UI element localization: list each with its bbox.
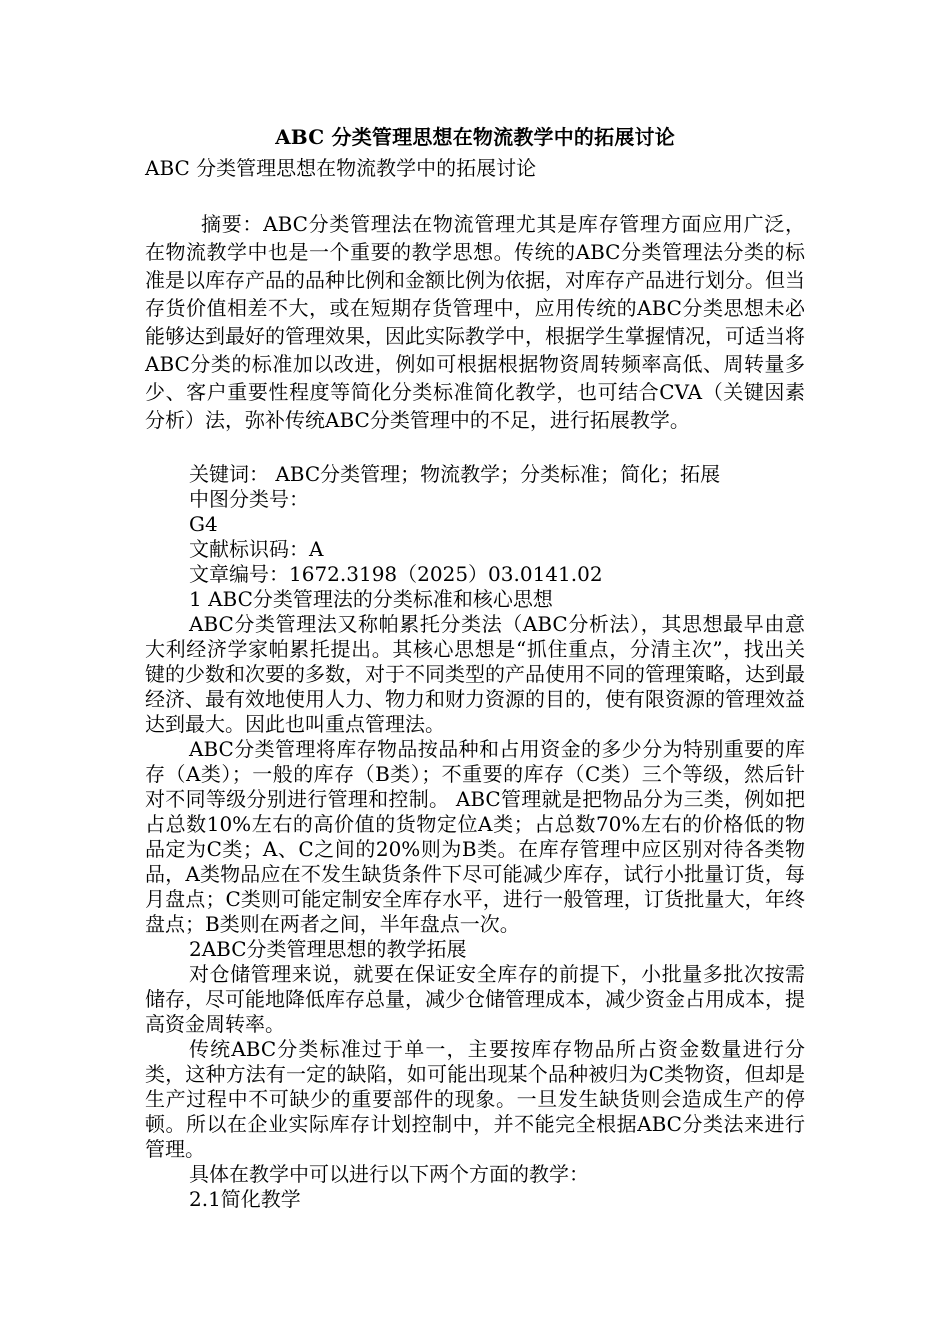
document-code: 文献标识码：A xyxy=(189,537,324,561)
clc-label: 中图分类号： xyxy=(189,487,309,511)
section-2-paragraph-3: 具体在教学中可以进行以下两个方面的教学： xyxy=(189,1162,589,1186)
section-1-paragraph-1: ABC分类管理法又称帕累托分类法（ABC分析法），其思想最早由意大利经济学家帕累托提出。其核心思想是“抓住重点，分清主次”，找出关键的少数和次要的多数，对于不同类型的产品使用不同的管理策略，达到最经济、最有效地使用人力、物力和财力资源的目的，使有限资源的管理效益达到最大。因此也叫重点管理法。 xyxy=(145,612,805,736)
section-2-1-heading: 2.1简化教学 xyxy=(189,1187,301,1211)
section-2-paragraph-2: 传统ABC分类标准过于单一，主要按库存物品所占资金数量进行分类，这种方法有一定的缺陷，如可能出现某个品种被归为C类物资，但却是生产过程中不可缺少的重要部件的现象。一旦发生缺货则会造成生产的停顿。所以在企业实际库存计划控制中，并不能完全根据ABC分类法来进行管理。 xyxy=(145,1037,805,1161)
clc-value: G4 xyxy=(189,512,218,536)
section-1-heading: 1 ABC分类管理法的分类标准和核心思想 xyxy=(189,587,553,611)
document-subtitle: ABC 分类管理思想在物流教学中的拓展讨论 xyxy=(145,156,537,180)
document-body xyxy=(145,120,805,1212)
section-2-paragraph-1: 对仓储管理来说，就要在保证安全库存的前提下，小批量多批次按需储存，尽可能地降低库存总量，减少仓储管理成本，减少资金占用成本，提高资金周转率。 xyxy=(145,962,805,1036)
section-2-heading: 2ABC分类管理思想的教学拓展 xyxy=(189,937,467,961)
section-1-paragraph-2: ABC分类管理将库存物品按品种和占用资金的多少分为特别重要的库存（A类）；一般的库存（B类）；不重要的库存（C类）三个等级，然后针对不同等级分别进行管理和控制。 ABC管理就是把物品分为三类，例如把占总数10%左右的高价值的货物定位A类；占总数70%左右的价格低的物品定为C类；A、C之间的20%则为B类。在库存管理中应区别对待各类物品，A类物品应在不发生缺货条件下尽可能减少库存，试行小批量订货，每月盘点；C类则可能定制安全库存水平，进行一般管理，订货批量大，年终盘点；B类则在两者之间，半年盘点一次。 xyxy=(145,737,805,936)
document-title: ABC 分类管理思想在物流教学中的拓展讨论 xyxy=(275,125,675,149)
keywords-line: 关键词： ABC分类管理；物流教学；分类标准；简化；拓展 xyxy=(189,462,721,486)
article-number: 文章编号：1672.3198（2025）03.0141.02 xyxy=(189,562,603,586)
abstract-paragraph: 摘要：ABC分类管理法在物流管理尤其是库存管理方面应用广泛，在物流教学中也是一个重要的教学思想。传统的ABC分类管理法分类的标准是以库存产品的品种比例和金额比例为依据，对库存产品进行划分。但当存货价值相差不大，或在短期存货管理中，应用传统的ABC分类思想未必能够达到最好的管理效果，因此实际教学中，根据学生掌握情况，可适当将ABC分类的标准加以改进，例如可根据根据物资周转频率高低、周转量多少、客户重要性程度等简化分类标准简化教学，也可结合CVA（关键因素分析）法，弥补传统ABC分类管理中的不足，进行拓展教学。 xyxy=(145,212,805,432)
